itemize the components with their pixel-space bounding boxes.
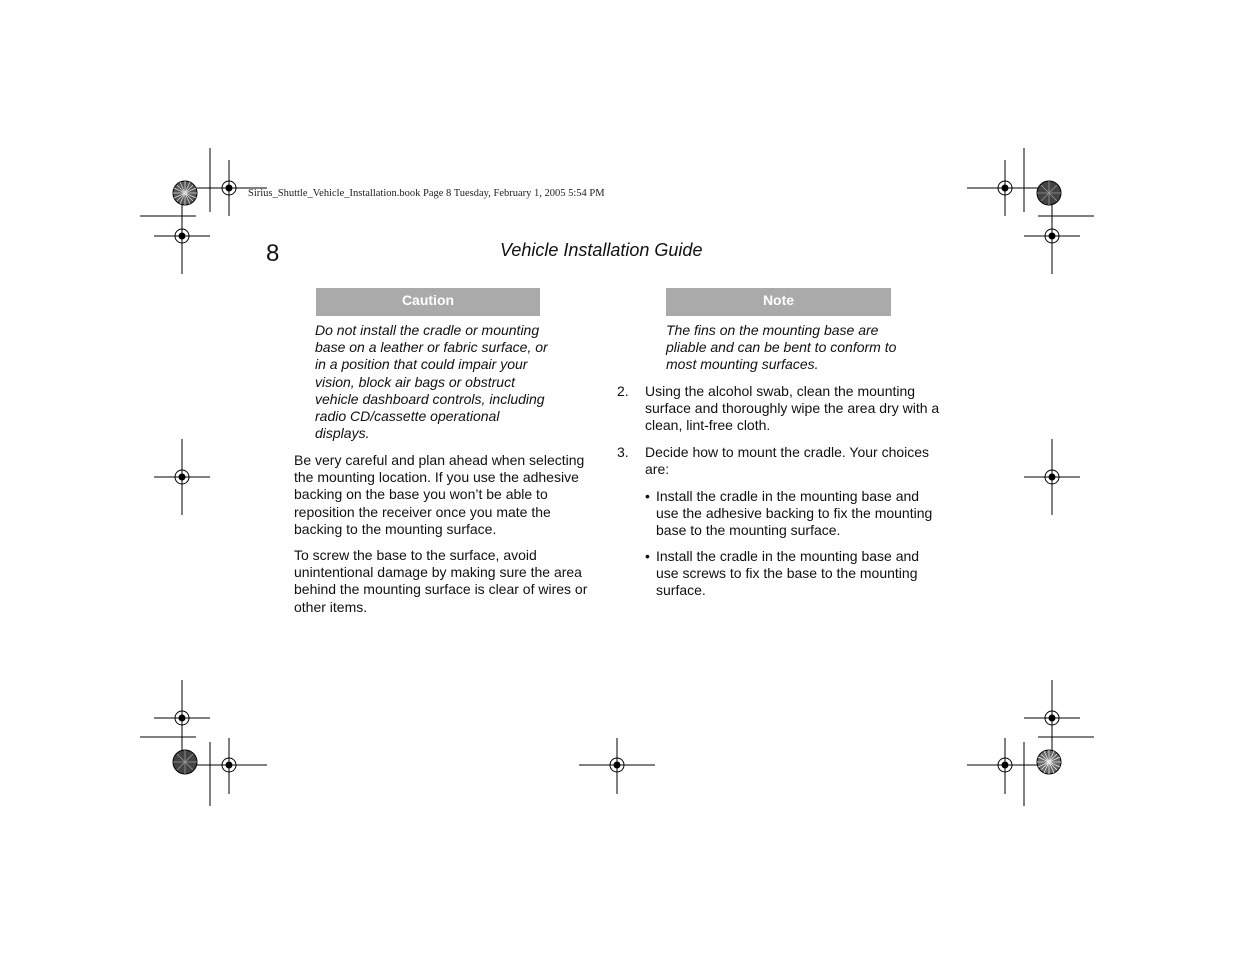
registration-mark [154,198,210,274]
caution-text [315,322,555,442]
step-number: 2. [617,383,629,399]
text-line: backing to the mounting surface. [294,520,497,537]
text-line: surface. [656,582,706,599]
note-text [666,322,906,374]
starburst-target [1037,750,1061,774]
bullet-text [656,548,956,600]
caution-line: in a position that could impair your [315,356,528,373]
bullet-text [656,488,956,540]
text-line: Be very careful and plan ahead when selecting [294,452,585,468]
text-line: are: [645,461,670,478]
text-line: base to the mounting surface. [656,522,841,539]
starburst-target [173,181,197,205]
registration-mark [154,439,210,515]
slug-line: Sirius_Shuttle_Vehicle_Installation.book Page 8 Tuesday, February 1, 2005 5:54 PM [248,188,605,199]
text-line: backing on the base you won’t be able to [294,486,548,503]
text-line: behind the mounting surface is clear of wires or [294,581,588,598]
caution-line: vehicle dashboard controls, including [315,390,545,407]
paragraph-selecting-location [294,452,594,538]
registration-mark [579,738,655,794]
text-line: clean, lint-free cloth. [645,417,771,434]
step-number: 3. [617,444,629,460]
registration-mark [1024,439,1080,515]
running-head: Vehicle Installation Guide [500,240,703,260]
bullet-icon: • [645,548,650,564]
page-number: 8 [266,240,280,267]
text-line: other items. [294,598,368,615]
caution-line: radio CD/cassette operational [315,408,500,425]
starburst-target [1037,181,1061,205]
caution-line: base on a leather or fabric surface, or [315,339,548,356]
caution-line: Do not install the cradle or mounting [315,322,540,338]
text-line: Install the cradle in the mounting base and [656,488,920,504]
registration-mark [967,738,1043,794]
registration-mark [967,160,1043,216]
bullet-icon: • [645,488,650,504]
starburst-target [173,750,197,774]
registration-mark [1024,680,1080,756]
text-line: reposition the receiver once you mate the [294,503,551,520]
text-line: use screws to fix the base to the mounting [656,565,918,582]
note-label: Note [666,288,891,316]
text-line: surface and thoroughly wipe the area dry with a [645,400,940,417]
step-text [645,383,955,435]
step-text [645,444,955,478]
caution-line: vision, block air bags or obstruct [315,373,515,390]
note-line: The fins on the mounting base are [666,322,879,338]
note-line: pliable and can be bent to conform to [666,339,897,356]
registration-mark [154,680,210,756]
text-line: the mounting location. If you use the adhesive [294,469,579,486]
caution-line: displays. [315,425,370,442]
registration-mark [191,738,267,794]
text-line: unintentional damage by making sure the area [294,564,582,581]
text-line: Using the alcohol swab, clean the mounting [645,383,916,399]
text-line: To screw the base to the surface, avoid [294,547,537,563]
text-line: use the adhesive backing to fix the mounting [656,505,933,522]
paragraph-screw-base [294,547,594,616]
note-line: most mounting surfaces. [666,356,819,373]
caution-label: Caution [316,288,540,316]
registration-mark [1024,198,1080,274]
text-line: Decide how to mount the cradle. Your choices [645,444,930,460]
text-line: Install the cradle in the mounting base and [656,548,920,564]
